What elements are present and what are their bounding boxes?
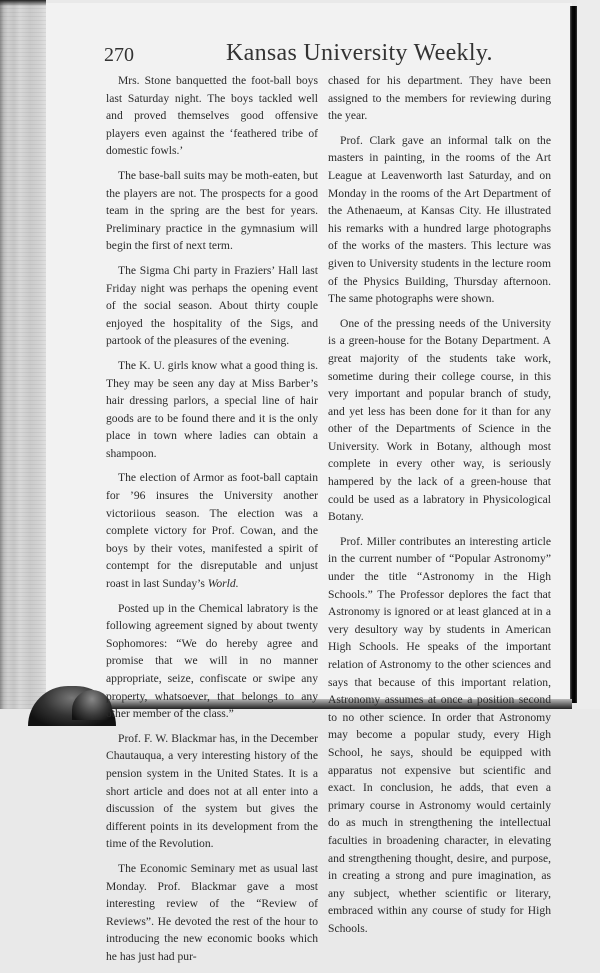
page-header xyxy=(104,40,564,68)
paragraph-ku-girls: The K. U. girls know what a good thing is. They may be seen any day at Miss Barber’s hair dressing parlors, a special line of hair goods are to be found there and it is the only place in town where ladies can obtain a shampoon. xyxy=(106,358,318,460)
paragraph-green-house: One of the pressing needs of the University is a green-house for the Botany Department. A great majority of the students take work, sometime during their college course, in this very important and popular branch of study, and yet less has been done for it than for any other of the Departments of Science in the University. Work in Botany, although most complete in every other way, is seriously hampered by the lack of a green-house that could be used as a labratory in Physicological Botany. xyxy=(328,316,551,524)
right-column xyxy=(328,72,551,945)
newspaper-name: World. xyxy=(207,577,239,591)
paragraph-economic-seminary: The Economic Seminary met as usual last Monday. Prof. Blackmar gave a most interesting review of the “Review of Reviews”. He devoted the rest of the hour to introducing the new economic books which he has just had pur- xyxy=(106,861,318,963)
left-column xyxy=(106,72,318,973)
paragraph-chemical-lab: Posted up in the Chemical labratory is the following agreement signed by about twenty Sophomores: “We do hereby agree and promise that we will in no manner appropriate, seize, confiscate or swipe any property, whatsoever, that belongs to any other member of the class.” xyxy=(106,601,318,721)
election-text: The election of Armor as foot-ball captain for ’96 insures the University another victoriious season. The election was a complete victory for Prof. Cowan, and the boys by their votes, manifested a spirit of contempt for the disreputable and unjust roast in last Sunday’s xyxy=(106,471,318,591)
top-shadow xyxy=(0,0,46,6)
paragraph-election xyxy=(106,469,318,592)
paragraph-prof-miller: Prof. Miller contributes an interesting article in the current number of “Popular Astronomy” under the title “Astronomy in the High Schools.” The Professor deplores the fact that Astronomy is ignored or at least glanced at in a very desultory way by students in American High Schools. He speaks of the important relation of Astronomy to the other sciences and says that because of this important relation, Astronomy assumes at once a position second to no other science. In order that Astronomy may become a popular study, every High School, he says, should be equipped with apparatus not expensive but scientific and exact. In conclusion, he adds, that even a primary course in Astronomy would certainly do as much in strengthening the intellectual faculties in broadening character, in elevating and strengthening thought, desire, and purpose, in creating a strong and pure imagination, as any subject, whether scientific or literary, embraced within any course of study for High Schools. xyxy=(328,534,551,935)
paragraph-prof-clark: Prof. Clark gave an informal talk on the masters in painting, in the rooms of the Art League at Leavenworth last Saturday, and on Monday in the rooms of the Art Department of the Athenaeum, at Kansas City. He illustrated his remarks with a hundred large photographs of the works of the masters. This lecture was given to University students in the lecture room of the Physics Building, Thursday afternoon. The same photographs were shown. xyxy=(328,133,551,306)
page-number: 270 xyxy=(104,44,134,66)
binding-edge xyxy=(570,6,577,703)
paragraph-banquet: Mrs. Stone banquetted the foot-ball boys last Saturday night. The boys tackled well and proved themselves good offensive players even against the ‘feathered tribe of domestic fowls.’ xyxy=(106,74,318,158)
paragraph-baseball: The base-ball suits may be moth-eaten, but the players are not. The prospects for a good team in the spring are the best for years. Preliminary practice in the gymnasium will begin the first of next term. xyxy=(106,168,318,253)
paragraph-blackmar: Prof. F. W. Blackmar has, in the December Chautauqua, a very interesting history of the pension system in the United States. It is a short article and does not at all enter into a discussion of the system but gives the different points in its development from the time of the Revolution. xyxy=(106,731,318,851)
facing-page-strip xyxy=(577,0,600,709)
running-title: Kansas University Weekly. xyxy=(226,40,493,66)
paragraph-sigma-chi: The Sigma Chi party in Fraziers’ Hall last Friday night was perhaps the opening event of the social season. About thirty couple enjoyed the hospitality of the Sigs, and partook of the pleasures of the evening. xyxy=(106,263,318,348)
page-stack-edge xyxy=(0,0,46,709)
paragraph-continued: chased for his department. They have been assigned to the members for reviewing during the year. xyxy=(328,74,551,123)
